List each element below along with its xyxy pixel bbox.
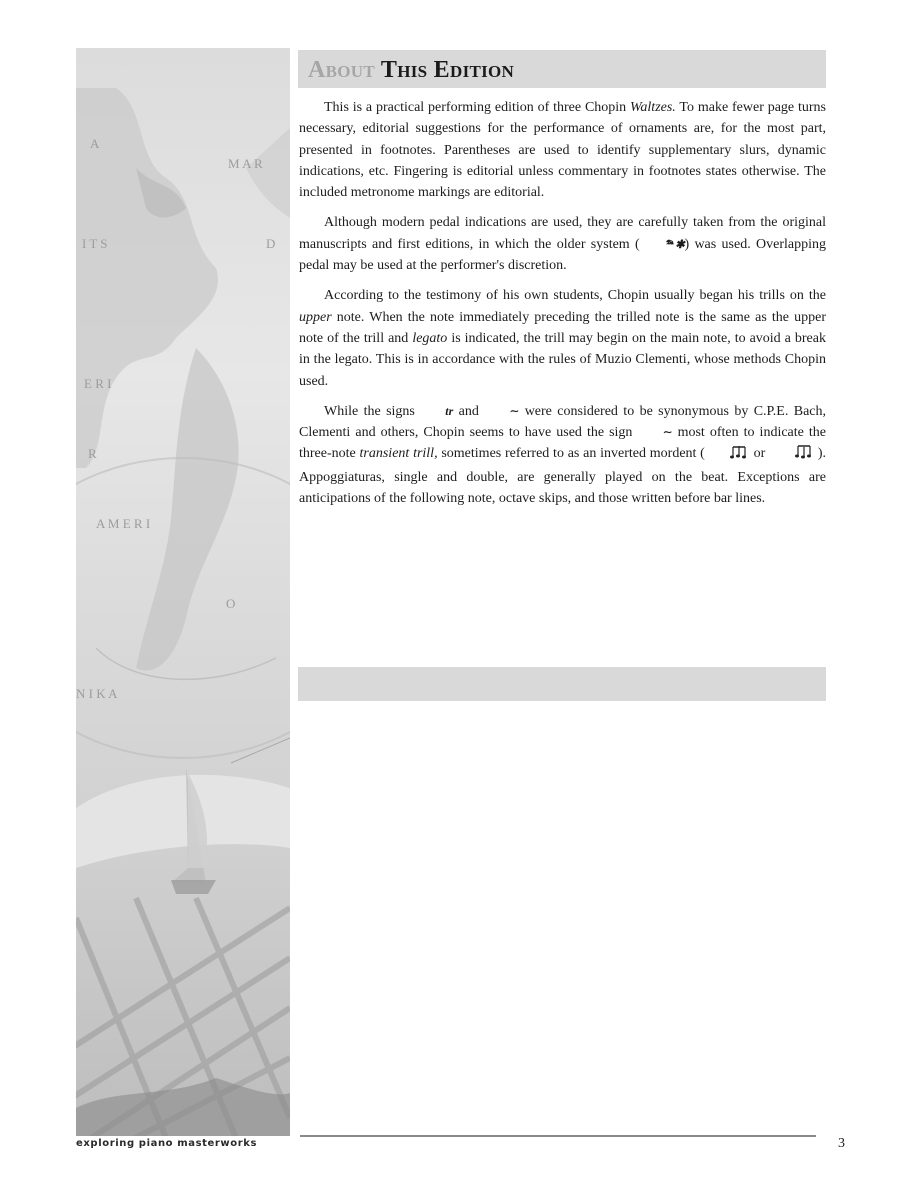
map-label: E R I: [84, 376, 112, 391]
antique-map-illustration: [76, 48, 290, 1136]
footer-divider: [300, 1135, 816, 1137]
empty-section-bar: [298, 667, 826, 701]
article-body: [299, 97, 826, 518]
decorative-map-panel: [76, 48, 290, 1136]
title-part-about: About: [308, 57, 376, 83]
paragraph-2: Although modern pedal indications are used, they are carefully taken from the original manuscripts and first editions, in which the older system ( 𝆮 ✱) was used. Overlapping pedal may be used at the performer's discretion.: [299, 215, 826, 274]
section-header-bar: [298, 50, 826, 88]
map-label: A: [90, 136, 100, 151]
page-title: [308, 56, 514, 84]
page-number: 3: [838, 1136, 845, 1151]
inverted-mordent-notation-icon: [769, 445, 814, 466]
title-part-this-edition: This Edition: [375, 57, 515, 83]
map-label: R: [88, 446, 97, 461]
series-title: exploring piano masterworks: [76, 1138, 258, 1149]
trill-symbol-icon: tr: [445, 403, 454, 418]
map-label: D: [266, 236, 276, 251]
paragraph-3: According to the testimony of his own students, Chopin usually began his trills on the upper note. When the note immediately preceding the trilled note is the same as the upper note of the trill and legato is indicated, the trill may begin on the main note, to avoid a break in the legato. This is in accordance with the rules of Muzio Clementi, whose methods Chopin used.: [299, 288, 826, 389]
pedal-symbol-icon: 𝆮 ✱: [664, 236, 685, 251]
map-label: M A R: [228, 156, 263, 171]
paragraph-4: While the signs tr and ∼ were considered to be synonymous by C.P.E. Bach, Clementi and others, Chopin seems to have used the sign ∼ most often to indicate the three-note transient trill, sometimes referred to as an inverted mordent ( or ). Appoggiaturas, single and double, are generally played on the beat. Exceptions are anticipations of the following note, octave skips, and those written before bar lines.: [299, 401, 826, 509]
paragraph-1: This is a practical performing edition of three Chopin Waltzes. To make fewer page turns necessary, editorial suggestions for the performance of ornaments are, for the most part, presented in footnotes. Parentheses are used to identify supplementary slurs, dynamic indications, etc. Fingering is editorial unless commentary in footnotes states otherwise. The included metronome markings are editorial.: [299, 100, 826, 201]
map-label: A M E R I: [96, 516, 151, 531]
mordent-symbol-icon: ∼: [662, 425, 673, 440]
map-label: N I K A: [76, 686, 118, 701]
map-label: I T S: [82, 236, 108, 251]
mordent-symbol-icon: ∼: [509, 403, 520, 418]
map-label: O: [226, 596, 236, 611]
inverted-mordent-notation-icon: [705, 445, 750, 466]
